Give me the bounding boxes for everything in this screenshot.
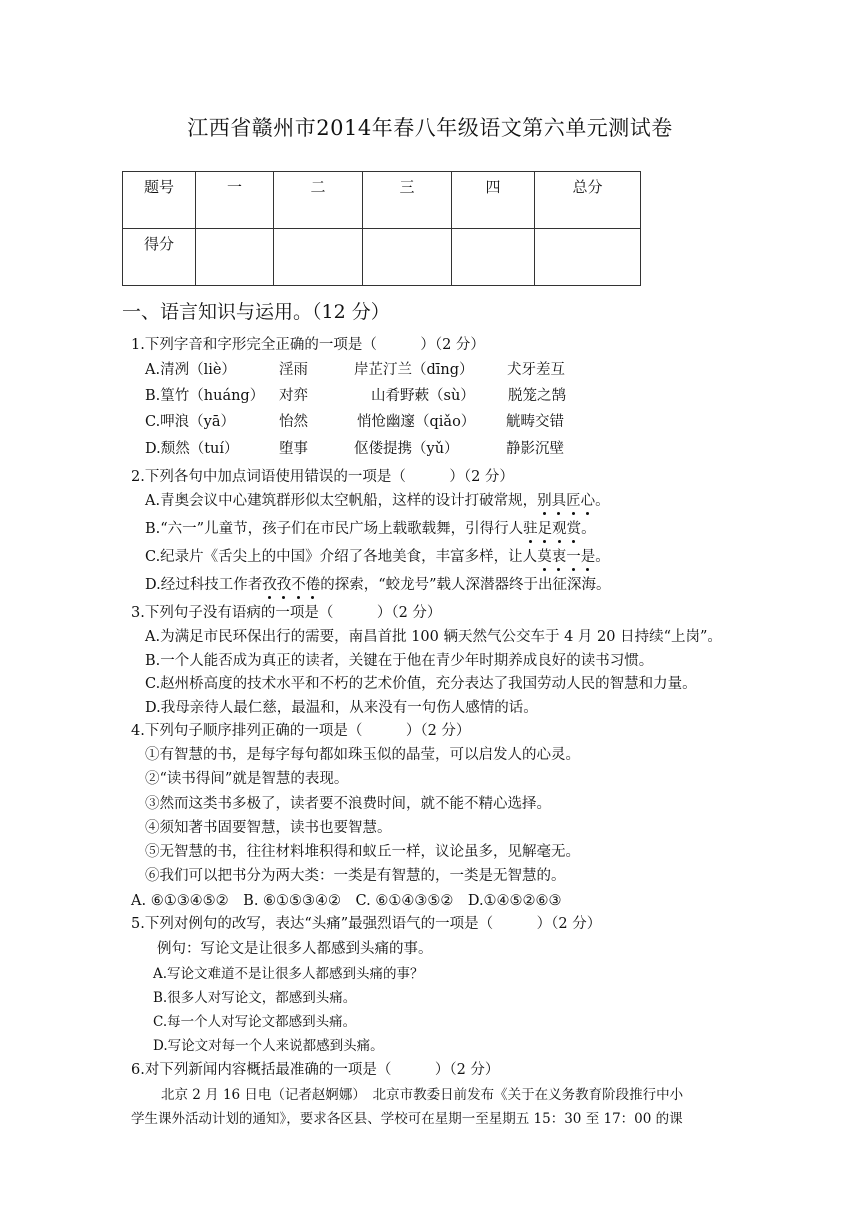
section-heading: 一、语言知识与运用。（12 分） — [122, 301, 390, 323]
score-header-cell: 一 — [196, 172, 274, 229]
q3-option-d: D.我母亲待人最仁慈，最温和，从来没有一句伤人感情的话。 — [145, 700, 538, 716]
score-cell[interactable] — [452, 229, 535, 286]
q4-sentence-6: ⑥我们可以把书分为两大类：一类是有智慧的，一类是无智慧的。 — [145, 868, 566, 884]
q2-a-text: A.青奥会议中心建筑群形似太空帆船，这样的设计打破常规， — [145, 493, 538, 509]
q1-option-a-2: 淫雨 — [279, 362, 308, 378]
q2-d-text: D.经过科技工作者 — [145, 577, 263, 593]
score-table-header-row — [123, 172, 641, 229]
q3-option-c: C.赵州桥高度的技术水平和不朽的艺术价值，充分表达了我国劳动人民的智慧和力量。 — [145, 676, 697, 692]
q2-option-d — [145, 573, 611, 594]
q5-option-d: D.写论文对每一个人来说都感到头痛。 — [153, 1038, 384, 1054]
q1-option-b-4: 脱笼之鹄 — [508, 388, 566, 404]
score-row-label: 得分 — [123, 229, 196, 286]
q4-options: A. ⑥①③④⑤② B. ⑥①⑤③④② C. ⑥①④③⑤② D.①④⑤②⑥③ — [131, 893, 562, 909]
score-header-cell: 二 — [274, 172, 363, 229]
q1-option-a-1: A.清冽（liè） — [145, 362, 236, 378]
score-cell[interactable] — [363, 229, 452, 286]
q5-option-a: A.写论文难道不是让很多人都感到头痛的事？ — [153, 966, 424, 982]
q1-option-b-2: 对弈 — [279, 388, 308, 404]
score-cell[interactable] — [535, 229, 641, 286]
q5-option-c: C.每一个人对写论文都感到头痛。 — [153, 1014, 357, 1030]
q4-sentence-3: ③然而这类书多极了，读者要不浪费时间，就不能不精心选择。 — [145, 796, 551, 812]
q4-sentence-5: ⑤无智慧的书，往往材料堆积得和蚁丘一样，议论虽多，见解毫无。 — [145, 844, 580, 860]
q1-option-c-4: 觥畴交错 — [506, 414, 564, 430]
q1-option-a-3: 岸芷汀兰（dīng） — [354, 362, 474, 378]
q1-option-d-1: D.颓然（tuí） — [145, 441, 239, 457]
q1-option-d-3: 伛偻提携（yǔ） — [354, 441, 459, 457]
question-4-stem: 4.下列句子顺序排列正确的一项是（ ）（2 分） — [131, 723, 471, 739]
score-table-score-row — [123, 229, 641, 286]
page-title: 江西省赣州市2014年春八年级语文第六单元测试卷 — [187, 116, 673, 140]
q2-d-end: 的探索，“蛟龙号”载人深潜器终于出征深海。 — [320, 577, 611, 593]
q3-option-a: A.为满足市民环保出行的需要，南昌首批 100 辆天然气公交车于 4 月 20 日持续“上岗”。 — [145, 629, 722, 645]
q2-option-c — [145, 545, 610, 566]
q1-option-a-4: 犬牙差互 — [507, 362, 565, 378]
q2-option-b — [145, 517, 596, 538]
q4-sentence-4: ④须知著书固要智慧，读书也要智慧。 — [145, 820, 392, 836]
q2-option-a — [145, 489, 610, 510]
q2-a-end: 。 — [595, 493, 610, 509]
q1-option-c-3: 悄怆幽邃（qiǎo） — [357, 414, 476, 430]
question-5-stem: 5.下列对例句的改写，表达“头痛”最强烈语气的一项是（ ）（2 分） — [131, 916, 602, 932]
q1-option-d-4: 静影沉壁 — [506, 441, 564, 457]
q1-option-b-3: 山肴野蔌（sù） — [371, 388, 475, 404]
q6-news-line-2: 学生课外活动计划的通知》，要求各区县、学校可在星期一至星期五 15：30 至 17：00 的课 — [131, 1111, 683, 1127]
question-1-stem: 1.下列字音和字形完全正确的一项是（ ）（2 分） — [131, 337, 485, 353]
question-3-stem: 3.下列句子没有语病的一项是（ ）（2 分） — [131, 605, 442, 621]
q1-option-b-1: B.篁竹（huáng） — [145, 388, 265, 404]
score-cell[interactable] — [196, 229, 274, 286]
score-header-cell: 题号 — [123, 172, 196, 229]
score-header-cell: 三 — [363, 172, 452, 229]
q5-example: 例句：写论文是让很多人都感到头痛的事。 — [157, 941, 433, 957]
q1-option-c-2: 怡然 — [279, 414, 308, 430]
q1-option-d-2: 堕事 — [279, 441, 308, 457]
q4-sentence-2: ②“读书得间”就是智慧的表现。 — [145, 771, 349, 787]
q2-a-dotted-word: 别具匠心 — [537, 493, 595, 509]
q2-b-end: 。 — [581, 521, 596, 537]
q2-c-dotted-word: 莫衷一是 — [537, 549, 595, 565]
q2-c-text: C.纪录片《舌尖上的中国》介绍了各地美食，丰富多样，让人 — [145, 549, 538, 565]
score-cell[interactable] — [274, 229, 363, 286]
score-header-cell: 四 — [452, 172, 535, 229]
q1-option-c-1: C.呷浪（yā） — [145, 414, 236, 430]
q5-option-b: B.很多人对写论文，都感到头痛。 — [153, 990, 357, 1006]
q2-d-dotted-word: 孜孜不倦 — [262, 577, 320, 593]
q2-b-text: B.“六一”儿童节，孩子们在市民广场上载歌载舞，引得行人 — [145, 521, 524, 537]
q2-b-dotted-word: 驻足观赏 — [523, 521, 581, 537]
q6-news-line-1: 北京 2 月 16 日电（记者赵婀娜） 北京市教委日前发布《关于在义务教育阶段推行中小 — [161, 1087, 684, 1103]
score-table — [122, 171, 641, 286]
score-header-cell: 总分 — [535, 172, 641, 229]
question-6-stem: 6.对下列新闻内容概括最准确的一项是（ ）（2 分） — [131, 1062, 500, 1078]
q2-c-end: 。 — [595, 549, 610, 565]
question-2-stem: 2.下列各句中加点词语使用错误的一项是（ ）（2 分） — [131, 469, 514, 485]
q4-sentence-1: ①有智慧的书，是每字每句都如珠玉似的晶莹，可以启发人的心灵。 — [145, 747, 580, 763]
q3-option-b: B.一个人能否成为真正的读者，关键在于他在青少年时期养成良好的读书习惯。 — [145, 653, 654, 669]
